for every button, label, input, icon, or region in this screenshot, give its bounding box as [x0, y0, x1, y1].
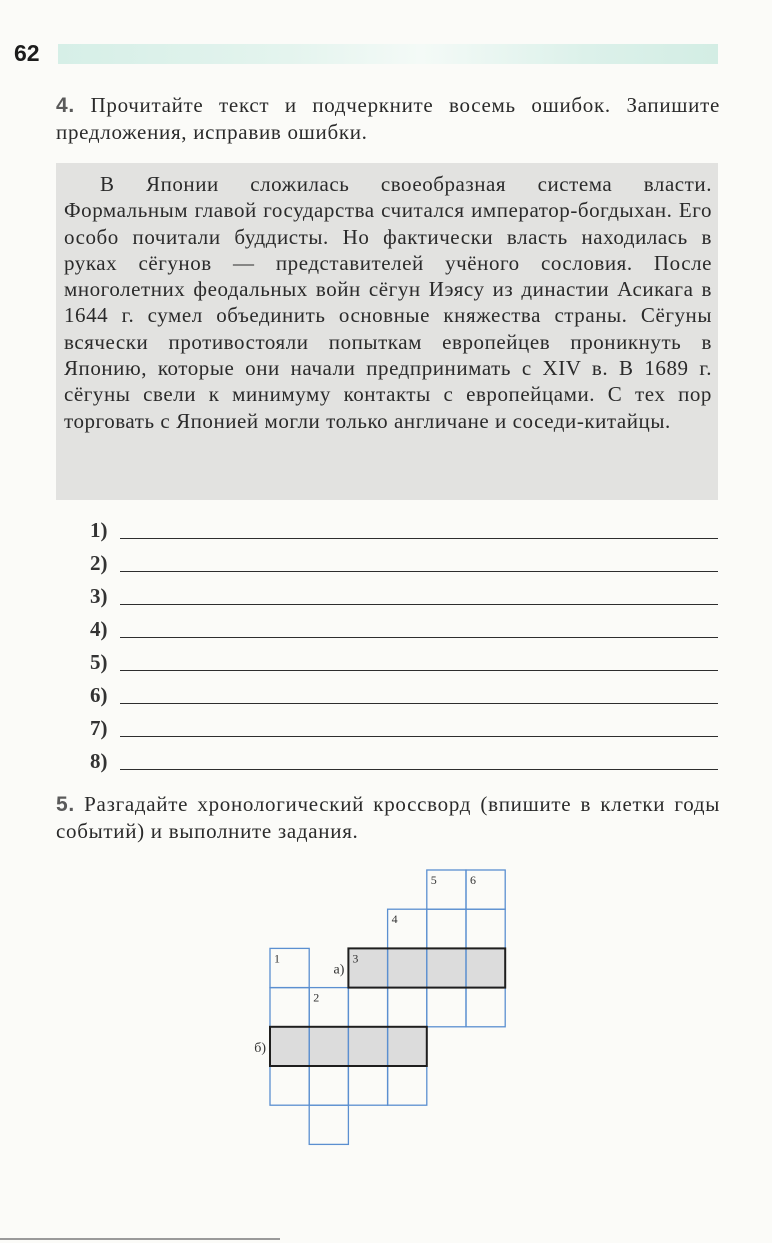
crossword-cell[interactable]	[270, 1066, 309, 1105]
answer-number: 2)	[90, 551, 108, 575]
task-5-instruction-text: Разгадайте хронологический кроссворд (впишите в клетки годы событий) и выполните задания.	[56, 792, 721, 843]
crossword-cell-number: 6	[470, 873, 476, 887]
task-5-instruction	[56, 791, 720, 844]
crossword-cell[interactable]	[348, 1066, 387, 1105]
crossword-cell-number: 5	[430, 873, 437, 887]
answer-write-line[interactable]	[120, 670, 718, 671]
header-bar	[58, 44, 718, 64]
crossword-cell[interactable]	[388, 988, 427, 1027]
answer-write-line[interactable]	[120, 571, 718, 572]
answer-line[interactable]	[90, 549, 720, 582]
crossword-cell[interactable]	[309, 1066, 348, 1105]
task-4-text-box	[56, 163, 718, 500]
answer-number: 4)	[90, 617, 108, 641]
crossword-cell[interactable]	[427, 909, 466, 948]
answer-line[interactable]	[90, 648, 720, 681]
answer-write-line[interactable]	[120, 769, 718, 770]
answer-number: 1)	[90, 518, 108, 542]
answer-number: 7)	[90, 716, 108, 740]
crossword-cell-number: 2	[313, 990, 320, 1005]
page-bottom-rule	[0, 1238, 280, 1240]
answer-line[interactable]	[90, 681, 720, 714]
crossword-cell[interactable]	[309, 1105, 348, 1144]
crossword-cell[interactable]	[388, 1066, 427, 1105]
answer-line[interactable]	[90, 747, 720, 780]
crossword-cell[interactable]	[270, 988, 309, 1027]
crossword-cell[interactable]	[466, 988, 505, 1027]
crossword-cell[interactable]	[427, 988, 466, 1027]
task-4-text: В Японии сложилась своеобразная система власти. Формальным главой государства считался император-богдыхан. Его особо почитали буддисты. Но фактически власть находилась в руках сёгунов — представителей учёного сословия. После многолетних феодальных войн сёгун Иэясу из династии Асикага в 1644 г. сумел объединить основные княжества страны. Сёгуны всячески противостояли попыткам европейцев проникнуть в Японию, которые они начали предпринимать с XIV в. В 1689 г. сёгуны свели к минимуму контакты с европейцами. С тех пор торговать с Японией могли только англичане и соседи-китайцы.	[64, 172, 712, 433]
task-5-number: 5.	[56, 793, 75, 816]
crossword-cell-number: 4	[391, 912, 398, 927]
answer-write-line[interactable]	[120, 637, 718, 638]
task-4-instruction-text: Прочитайте текст и подчеркните восемь ошибок. Запишите предложения, исправив ошибки.	[56, 93, 720, 144]
answer-line[interactable]	[90, 516, 720, 549]
task-4-number: 4.	[56, 94, 75, 117]
task-4-instruction	[56, 92, 720, 145]
crossword-cell-number: 1	[274, 951, 280, 966]
crossword-row-label: а)	[333, 962, 345, 978]
crossword-cell[interactable]	[348, 988, 387, 1027]
answer-line[interactable]	[90, 615, 720, 648]
answer-lines	[90, 516, 720, 780]
answer-number: 3)	[90, 584, 108, 608]
page-number: 62	[14, 40, 40, 66]
answer-write-line[interactable]	[120, 604, 718, 605]
answer-write-line[interactable]	[120, 703, 718, 704]
answer-write-line[interactable]	[120, 538, 718, 539]
answer-write-line[interactable]	[120, 736, 718, 737]
crossword-cell[interactable]	[466, 909, 505, 948]
answer-number: 5)	[90, 650, 108, 674]
answer-line[interactable]	[90, 582, 720, 615]
answer-number: 8)	[90, 749, 108, 773]
answer-number: 6)	[90, 683, 108, 707]
answer-line[interactable]	[90, 714, 720, 747]
crossword-row-label: б)	[254, 1040, 266, 1056]
crossword-cell-number: 3	[352, 951, 359, 966]
